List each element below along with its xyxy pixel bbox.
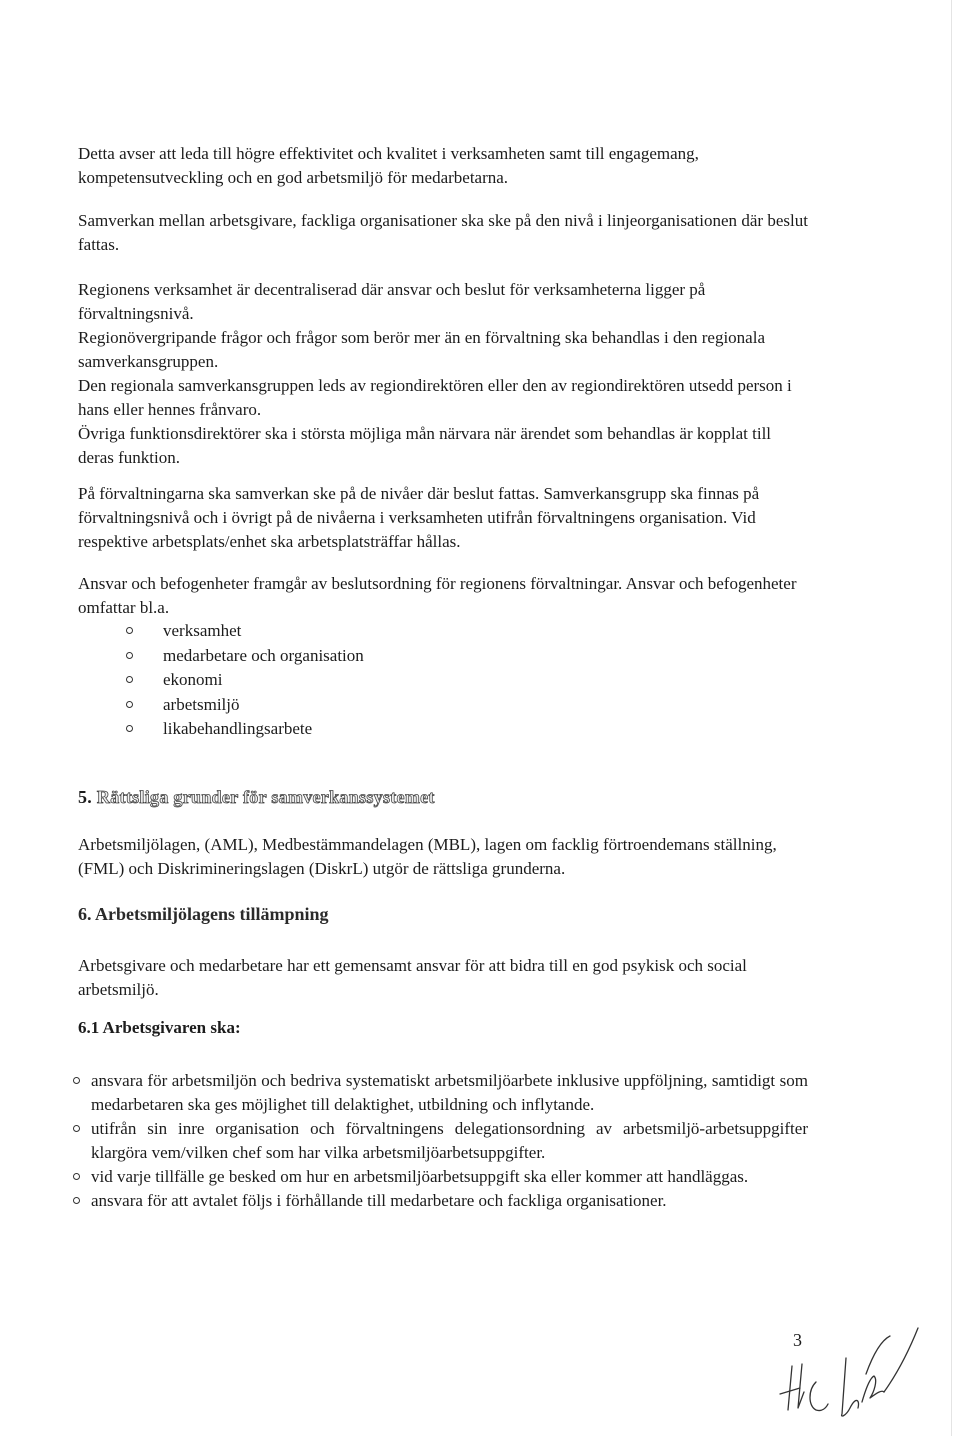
list-item: medarbetare och organisation — [126, 644, 526, 669]
paragraph-responsibility: Ansvar och befogenheter framgår av beslutsordning för regionens förvaltningar. Ansvar och befogenheter omfattar bl.a. — [78, 574, 797, 617]
page-number: 3 — [793, 1330, 802, 1350]
bullet-icon — [126, 701, 133, 708]
bullet-icon — [73, 1125, 80, 1132]
administration-paragraph — [78, 482, 808, 554]
responsibility-list — [126, 619, 526, 742]
bullet-icon — [126, 627, 133, 634]
bullet-icon — [126, 676, 133, 683]
employer-obligations-list — [78, 1069, 808, 1213]
bullet-icon — [126, 725, 133, 732]
section-6-number: 6. — [78, 904, 92, 924]
responsibility-paragraph — [78, 572, 808, 620]
list-item: ansvara för arbetsmiljön och bedriva systematiskt arbetsmiljöarbete inklusive uppföljning, samtidigt som medarbetaren ska ges möjlighet till delaktighet, utbildning och inflytande. — [78, 1069, 808, 1117]
list-item: utifrån sin inre organisation och förvaltningens delegationsordning av arbetsmiljö-arbetsuppgifter klargöra vem/vilken chef som har vilka arbetsmiljöarbetsuppgifter. — [78, 1117, 808, 1165]
section-6-1-heading: 6.1 Arbetsgivaren ska: — [78, 1018, 241, 1037]
paragraph-regional-group: Den regionala samverkansgruppen leds av regiondirektören eller den av regiondirektören utsedd person i hans eller hennes frånvaro. — [78, 376, 792, 419]
list-item: likabehandlingsarbete — [126, 717, 526, 742]
cooperation-paragraph — [78, 209, 808, 257]
paragraph-decentralised: Regionens verksamhet är decentraliserad där ansvar och beslut för verksamheterna ligger på förvaltningsnivå. — [78, 280, 706, 323]
region-paragraphs — [78, 278, 808, 470]
bullet-icon — [73, 1173, 80, 1180]
list-item: verksamhet — [126, 619, 526, 644]
page-edge-line — [951, 0, 952, 1436]
paragraph-cooperation-levels: Samverkan mellan arbetsgivare, fackliga organisationer ska ske på den nivå i linjeorganisationen där beslut fattas. — [78, 211, 808, 254]
section-5-body — [78, 833, 808, 881]
list-item: ekonomi — [126, 668, 526, 693]
bullet-icon — [73, 1197, 80, 1204]
section-5-title: Rättsliga grunder för samverkanssystemet — [96, 787, 435, 807]
handwritten-initials — [770, 1318, 920, 1418]
paragraph-other-directors: Övriga funktionsdirektörer ska i största möjliga mån närvara när ärendet som behandlas är kopplat till deras funktion. — [78, 424, 772, 467]
intro-paragraph — [78, 142, 808, 190]
paragraph-effectivity: Detta avser att leda till högre effektivitet och kvalitet i verksamheten samt till engagemang, kompetensutveckling och en god arbetsmiljö för medarbetarna. — [78, 144, 699, 187]
section-6-heading — [78, 904, 329, 925]
paragraph-legal-basis: Arbetsmiljölagen, (AML), Medbestämmandelagen (MBL), lagen om facklig förtroendemans ställning, (FML) och Diskrimineringslagen (DiskrL) utgör de rättsliga grunderna. — [78, 835, 777, 878]
paragraph-regional-issues: Regionövergripande frågor och frågor som berör mer än en förvaltning ska behandlas i den regionala samverkansgruppen. — [78, 328, 765, 371]
bullet-icon — [126, 652, 133, 659]
section-6-body — [78, 954, 808, 1002]
list-item: vid varje tillfälle ge besked om hur en arbetsmiljöarbetsuppgift ska eller kommer att handläggas. — [78, 1165, 808, 1189]
section-6-title: Arbetsmiljölagens tillämpning — [95, 904, 329, 924]
list-item: ansvara för att avtalet följs i förhållande till medarbetare och fackliga organisationer. — [78, 1189, 808, 1213]
bullet-icon — [73, 1077, 80, 1084]
section-5-heading — [78, 787, 435, 808]
list-item: arbetsmiljö — [126, 693, 526, 718]
paragraph-shared-responsibility: Arbetsgivare och medarbetare har ett gemensamt ansvar för att bidra till en god psykisk och social arbetsmiljö. — [78, 956, 747, 999]
section-5-number: 5. — [78, 787, 93, 807]
paragraph-administration-cooperation: På förvaltningarna ska samverkan ske på de nivåer där beslut fattas. Samverkansgrupp ska finnas på förvaltningsnivå och i övrigt på de nivåerna i verksamheten utifrån förvaltningens organisation. Vid respektive arbetsplats/enhet ska arbetsplatsträffar hållas. — [78, 484, 760, 551]
